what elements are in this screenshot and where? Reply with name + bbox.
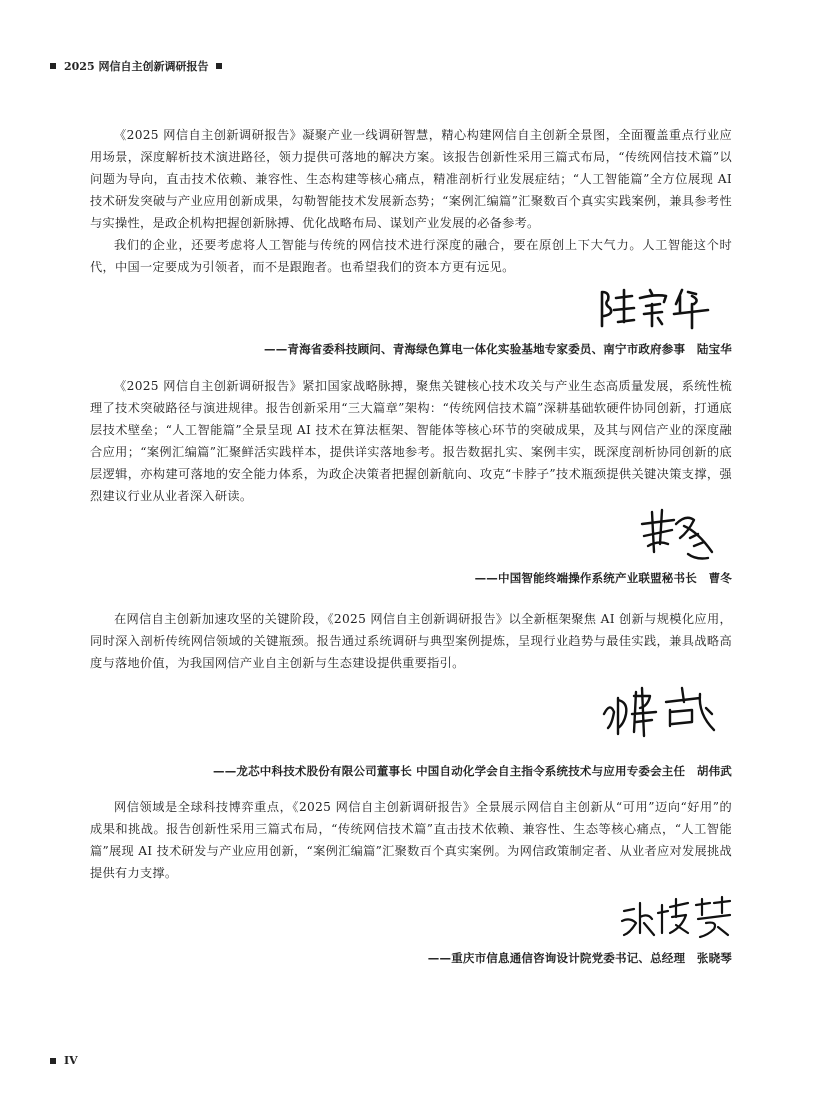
attribution: ——中国智能终端操作系统产业联盟秘书长 曹冬	[474, 571, 732, 585]
endorsement-paragraph: 《2025 网信自主创新调研报告》紧扣国家战略脉搏，聚焦关键核心技术攻关与产业生态高质量发展，系统性梳理了技术突破路径与演进规律。报告创新采用“三大篇章”架构：“传统网信技术篇”深耕基础软硬件协同创新，打通底层技术壁垒；“人工智能篇”全景呈现 AI 技术在算法框架、智能体等核心环节的突破成果，及其与网信产业的深度融合应用；“案例汇编篇”汇聚鲜活实践样本，提供详实落地参考。报告数据扎实、案例丰实，既深度剖析协同创新的底层逻辑，亦构建可落地的安全能力体系，为政企决策者把握创新航向、攻克“卡脖子”技术瓶颈提供关键决策支撑，强烈建议行业从业者深入研读。	[90, 379, 732, 503]
square-bullet-icon	[50, 1058, 56, 1064]
square-bullet-icon	[50, 63, 56, 69]
endorsement-paragraph: 在网信自主创新加速攻坚的关键阶段，《2025 网信自主创新调研报告》以全新框架聚焦 AI 创新与规模化应用，同时深入剖析传统网信领域的关键瓶颈。报告通过系统调研与典型案例提炼，呈现行业趋势与最佳实践，兼具战略高度与落地价值，为我国网信产业自主创新与生态建设提供重要指引。	[90, 612, 732, 670]
running-header	[50, 58, 222, 74]
signature-zhang-xiaoqin	[618, 893, 736, 941]
signature-cao-dong	[638, 506, 718, 566]
attribution: ——龙芯中科技术股份有限公司董事长 中国自动化学会自主指令系统技术与应用专委会主任 胡伟武	[213, 764, 732, 778]
endorsement-1	[90, 124, 732, 278]
endorsement-3	[90, 608, 732, 674]
endorsement-paragraph: 网信领域是全球科技博弈重点，《2025 网信自主创新调研报告》全景展示网信自主创新从“可用”迈向“好用”的成果和挑战。报告创新性采用三篇式布局，“传统网信技术篇”直击技术依赖、兼容性、生态等核心痛点，“人工智能篇”展现 AI 技术研发与产业应用创新，“案例汇编篇”汇聚数百个真实案例。为网信政策制定者、从业者应对发展挑战提供有力支撑。	[90, 800, 732, 880]
attribution: ——青海省委科技顾问、青海绿色算电一体化实验基地专家委员、南宁市政府参事 陆宝华	[264, 342, 732, 356]
page-number: IV	[64, 1054, 78, 1067]
endorsement-paragraph: 我们的企业，还要考虑将人工智能与传统的网信技术进行深度的融合，要在原创上下大气力。人工智能这个时代，中国一定要成为引领者，而不是跟跑者。也希望我们的资本方更有远见。	[90, 238, 732, 274]
endorsement-4	[90, 796, 732, 884]
header-title: 2025 网信自主创新调研报告	[64, 60, 209, 73]
endorsement-2	[90, 375, 732, 507]
attribution: ——重庆市信息通信咨询设计院党委书记、总经理 张晓琴	[427, 951, 732, 965]
signature-lu-baohua	[596, 282, 726, 330]
square-bullet-icon	[216, 63, 222, 69]
endorsement-paragraph: 《2025 网信自主创新调研报告》凝聚产业一线调研智慧，精心构建网信自主创新全景图，全面覆盖重点行业应用场景，深度解析技术演进路径，领力提供可落地的解决方案。该报告创新性采用三篇式布局，“传统网信技术篇”以问题为导向，直击技术依赖、兼容性、生态构建等核心痛点，精准剖析行业发展症结；“人工智能篇”全方位展现 AI 技术研发突破与产业应用创新成果，勾勒智能技术发展新态势；“案例汇编篇”汇聚数百个真实实践案例，兼具参考性与实操性，是政企机构把握创新脉搏、优化战略布局、谋划产业发展的必备参考。	[90, 128, 732, 230]
signature-hu-weiwu	[600, 684, 720, 740]
page-footer	[50, 1054, 78, 1067]
